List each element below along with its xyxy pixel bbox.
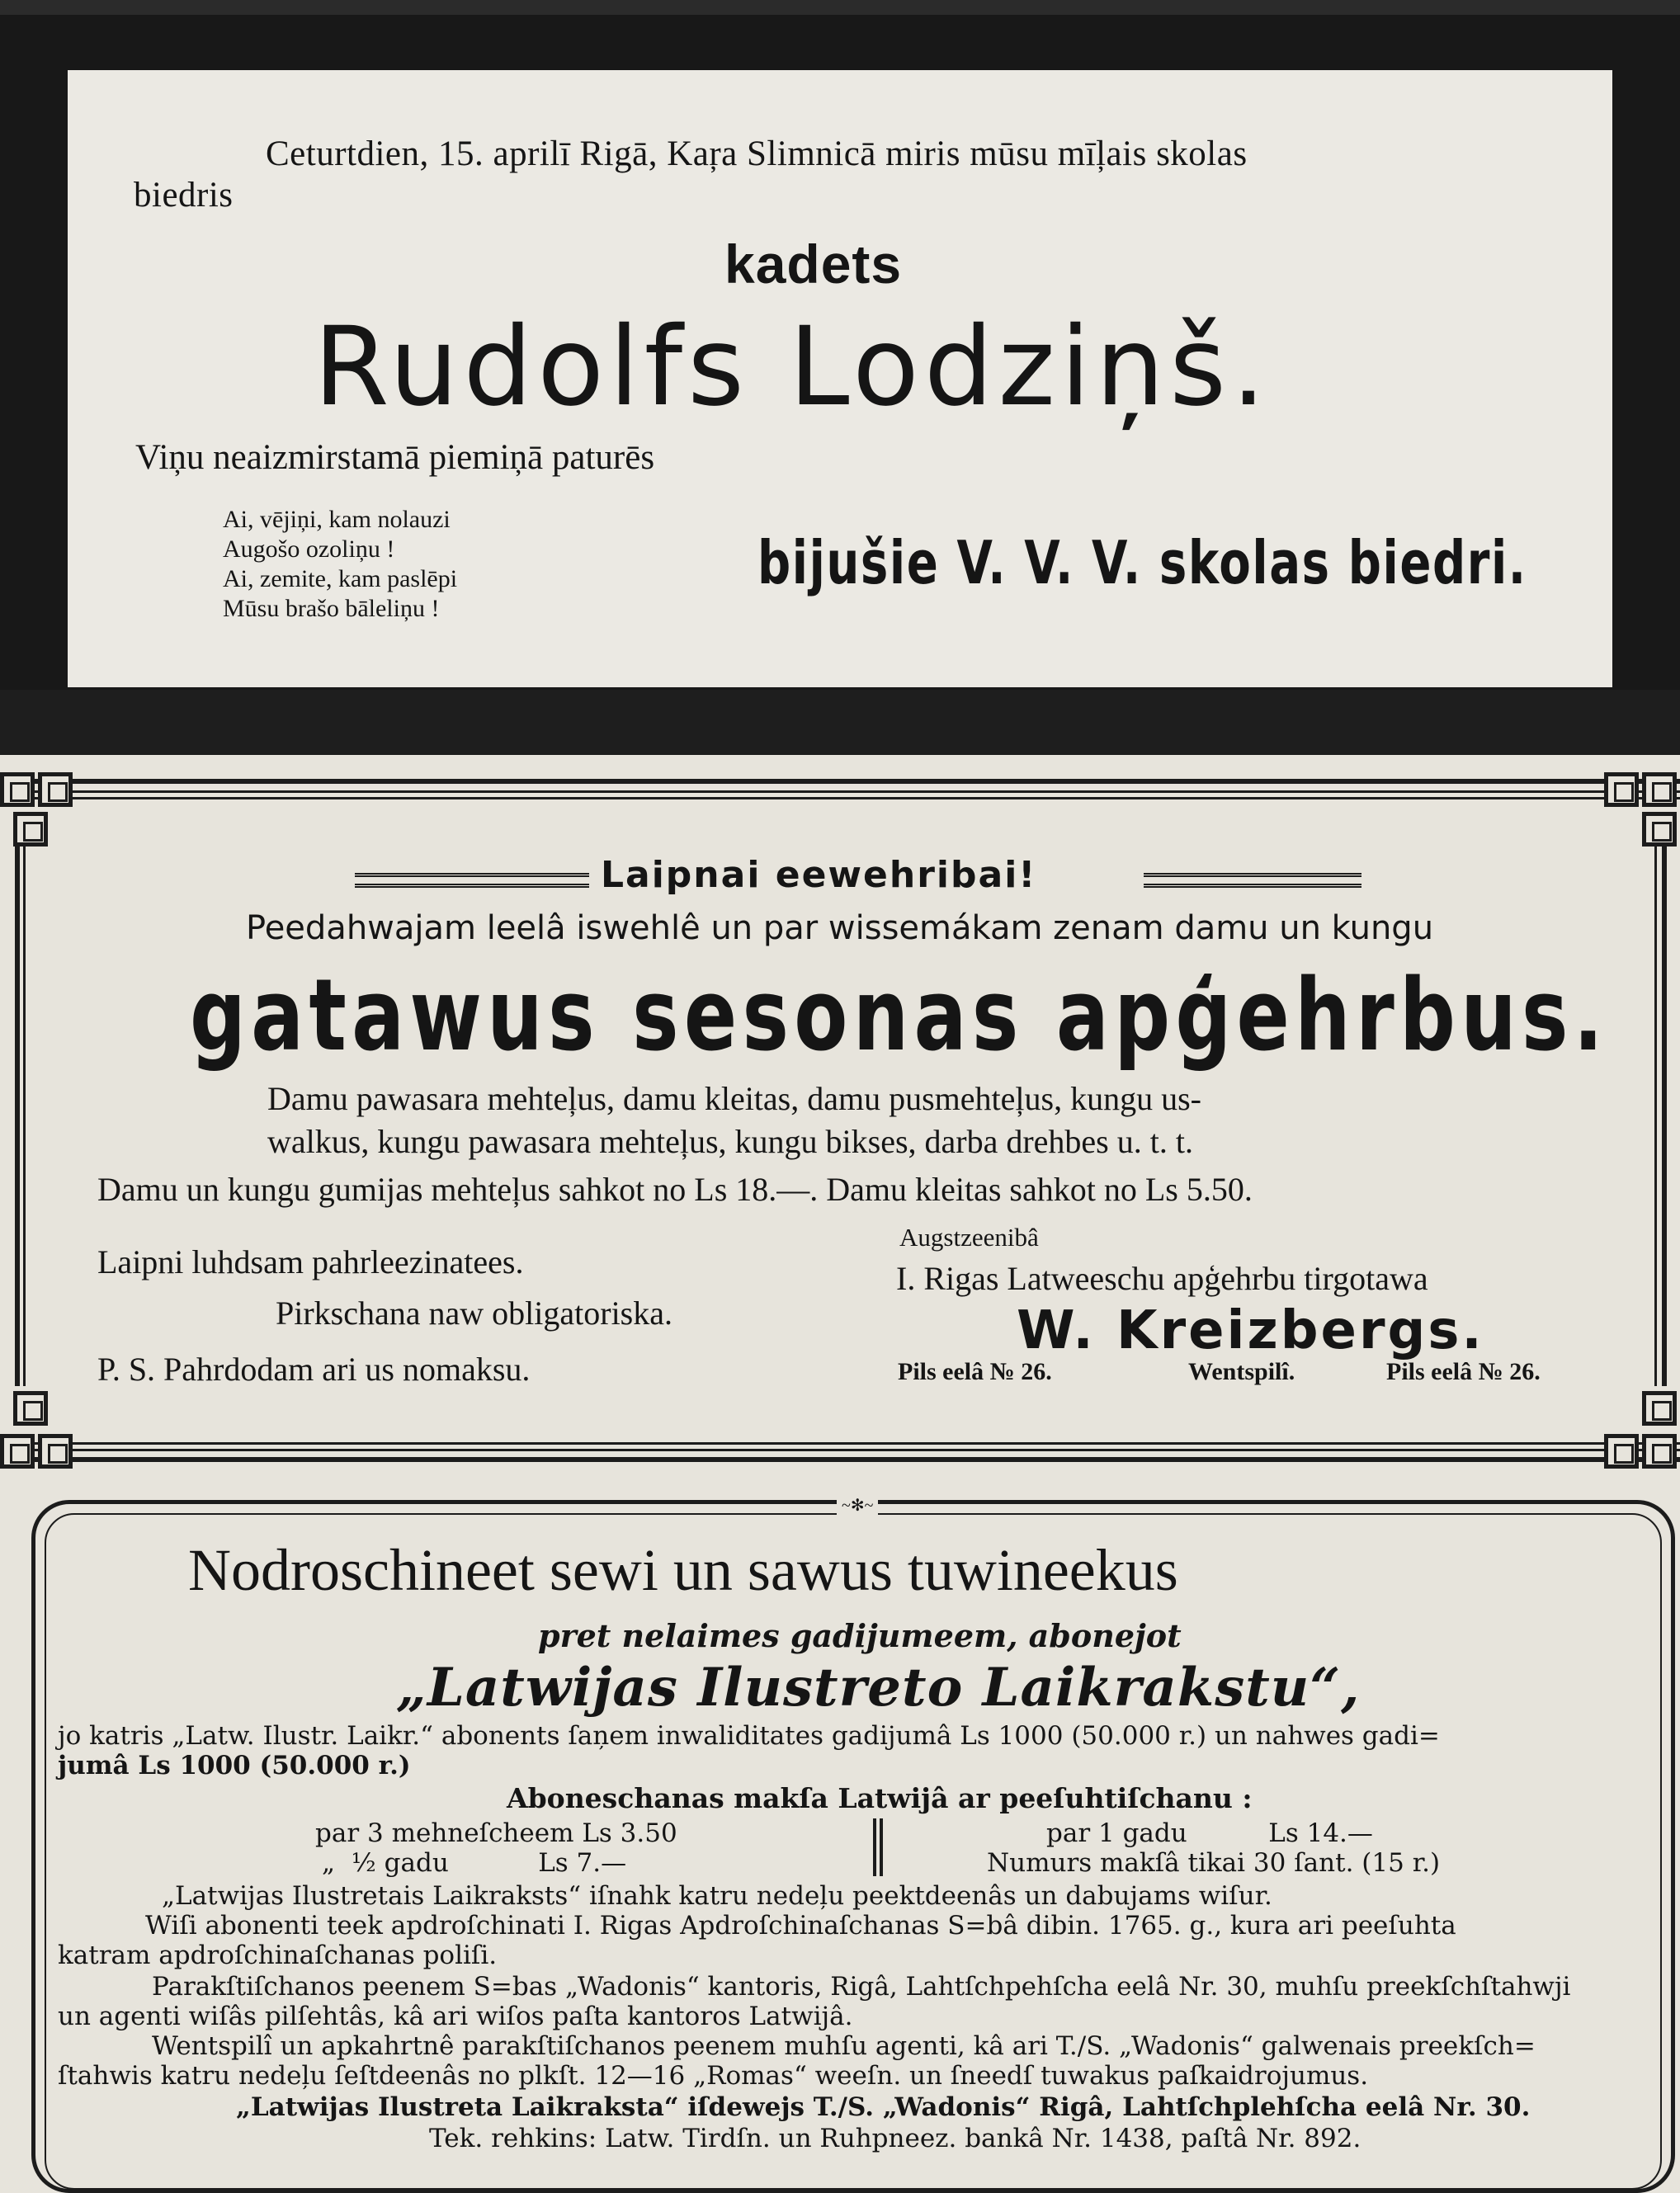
poem-line: Mūsu brašo bāleliņu ! xyxy=(223,595,440,622)
border-line xyxy=(0,1449,1680,1451)
notice-poem xyxy=(223,505,457,624)
corner-ornament xyxy=(1642,1434,1677,1469)
corner-ornament xyxy=(1642,772,1677,807)
border-line xyxy=(0,1457,1680,1462)
ad-address: Pils eelâ № 26. xyxy=(898,1358,1052,1385)
ad-city: Wentspilî. xyxy=(1188,1358,1295,1385)
newspaper-name: „Latwijas Ilustreto Laikrakstu“, xyxy=(396,1657,1361,1719)
price-separator xyxy=(873,1818,883,1876)
border-line xyxy=(15,817,20,1386)
insurance-title: Nodroschineet sewi un sawus tuwineekus xyxy=(188,1537,1178,1603)
price-row: par 1 gadu Ls 14.— xyxy=(1046,1818,1373,1848)
border-line xyxy=(23,817,26,1386)
ad-intro: Peedahwajam leelâ iswehlê un par wissemákam zenam damu un kungu xyxy=(246,909,1434,947)
notice-intro: Ceturtdien, 15. aprilī Rigā, Kaŗa Slimnicā miris mūsu mīļais skolas xyxy=(266,134,1248,173)
info-line: un agenti wiſâs pilſehtâs, kâ ari wiſos paſta kantoros Latwijâ. xyxy=(58,2002,853,2031)
notice-signature: bijušie V. V. V. skolas biedri. xyxy=(757,528,1527,597)
price-row: „ ½ gadu Ls 7.— xyxy=(322,1848,627,1878)
ad-shop-name: I. Rigas Latweeschu apģehrbu tirgotawa xyxy=(896,1260,1428,1297)
corner-ornament xyxy=(0,1434,35,1469)
border-line xyxy=(0,790,1680,793)
corner-ornament xyxy=(0,772,35,807)
corner-ornament xyxy=(1642,812,1677,847)
price-row: Numurs makſâ tikai 30 ſant. (15 r.) xyxy=(987,1848,1441,1878)
ad-award: Augstzeenibâ xyxy=(899,1223,1039,1252)
border-ornament: ~✻~ xyxy=(837,1495,878,1516)
price-row: par 3 mehneſcheem Ls 3.50 xyxy=(315,1818,677,1848)
ad-invite: Laipni luhdsam pahrleezinatees. xyxy=(97,1243,524,1280)
info-line: Wiſi abonenti teek apdroſchinati I. Rigas Apdroſchinaſchanas S=bâ dibin. 1765. g., kura ari peeſuhta xyxy=(145,1911,1456,1941)
ad-firm-name: W. Kreizbergs. xyxy=(1017,1300,1484,1361)
corner-ornament xyxy=(38,1434,73,1469)
poem-line: Ai, vējiņi, kam nolauzi xyxy=(223,506,451,533)
border-line xyxy=(0,1442,1680,1445)
corner-ornament xyxy=(1642,1391,1677,1426)
ad-items-line: walkus, kungu pawasara mehteļus, kungu bikses, darba drehbes u. t. t. xyxy=(267,1123,1193,1160)
ad-no-obligation: Pirkschana naw obligatoriska. xyxy=(276,1295,672,1332)
ad-items-line: Damu pawasara mehteļus, damu kleitas, damu pusmehteļus, kungu us- xyxy=(267,1080,1201,1117)
mourning-bottom-strip xyxy=(0,690,1680,754)
border-line xyxy=(1662,817,1667,1386)
ad-title: Laipnai eewehribai! xyxy=(601,854,1037,896)
corner-ornament xyxy=(1604,772,1639,807)
corner-ornament xyxy=(13,1391,48,1426)
info-line: Wentspilî un apkahrtnê parakſtiſchanos peenem muhſu agenti, kâ ari T./S. „Wadonis“ galwenais preekſch= xyxy=(152,2031,1536,2061)
ad-address: Pils eelâ № 26. xyxy=(1386,1358,1541,1385)
ad-postscript: P. S. Pahrdodam ari us nomaksu. xyxy=(97,1351,531,1388)
notice-intro-continued: biedris xyxy=(134,176,234,215)
info-line: Parakſtiſchanos peenem S=bas „Wadonis“ kantoris, Rigâ, Lahtſchpehſcha eelâ Nr. 30, muhſu preekſchſtahwji xyxy=(152,1972,1571,2002)
corner-ornament xyxy=(1604,1434,1639,1469)
info-line: „Latwijas Ilustretais Laikraksts“ iſnahk katru nedeļu peektdeenâs un dabujams wiſur. xyxy=(162,1881,1272,1911)
poem-line: Ai, zemite, kam paslēpi xyxy=(223,565,458,592)
subscription-price-heading: Aboneschanas makſa Latwijâ ar peeſuhtiſchanu : xyxy=(507,1782,1253,1814)
ad-prices: Damu un kungu gumijas mehteļus sahkot no Ls 18.—. Damu kleitas sahkot no Ls 5.50. xyxy=(97,1171,1253,1208)
publisher-line: „Latwijas Ilustreta Laikraksta“ iſdewejs T./S. „Wadonis“ Rigâ, Lahtſchplehſcha eelâ Nr. 30. xyxy=(236,2092,1531,2122)
border-line xyxy=(0,779,1680,784)
title-rule-left xyxy=(355,873,589,888)
corner-ornament xyxy=(13,812,48,847)
insurance-terms: jo katris „Latw. Ilustr. Laikr.“ abonents ſaņem inwaliditates gadijumâ Ls 1000 (50.000 r.) un nahwes gadi= xyxy=(58,1721,1440,1751)
mourning-top-strip xyxy=(0,0,1680,15)
bank-account-line: Tek. rehkins: Latw. Tirdſn. un Ruhpneez. bankâ Nr. 1438, paſtâ Nr. 892. xyxy=(429,2124,1361,2153)
notice-deceased-name: Rudolfs Lodziņš. xyxy=(314,304,1271,431)
poem-line: Augošo ozoliņu ! xyxy=(223,535,395,563)
insurance-subtitle: pret nelaimes gadijumeem, abonejot xyxy=(538,1617,1182,1654)
ad-headline: gatawus sesonas apģehrbus. xyxy=(190,959,1609,1073)
title-rule-right xyxy=(1144,873,1361,888)
info-line: katram apdroſchinaſchanas poliſi. xyxy=(58,1941,498,1970)
insurance-terms-continued: jumâ Ls 1000 (50.000 r.) xyxy=(58,1751,411,1780)
notice-memory-line: Viņu neaizmirstamā piemiņā paturēs xyxy=(135,438,655,477)
info-line: ſtahwis katru nedeļu ſeſtdeenâs no plkſt. 12—16 „Romas“ weeſn. un ſneedſ tuwakus paſkaidrojumus. xyxy=(58,2061,1369,2091)
border-line xyxy=(0,797,1680,799)
border-line xyxy=(1654,817,1657,1386)
corner-ornament xyxy=(38,772,73,807)
notice-rank: kadets xyxy=(724,233,903,295)
